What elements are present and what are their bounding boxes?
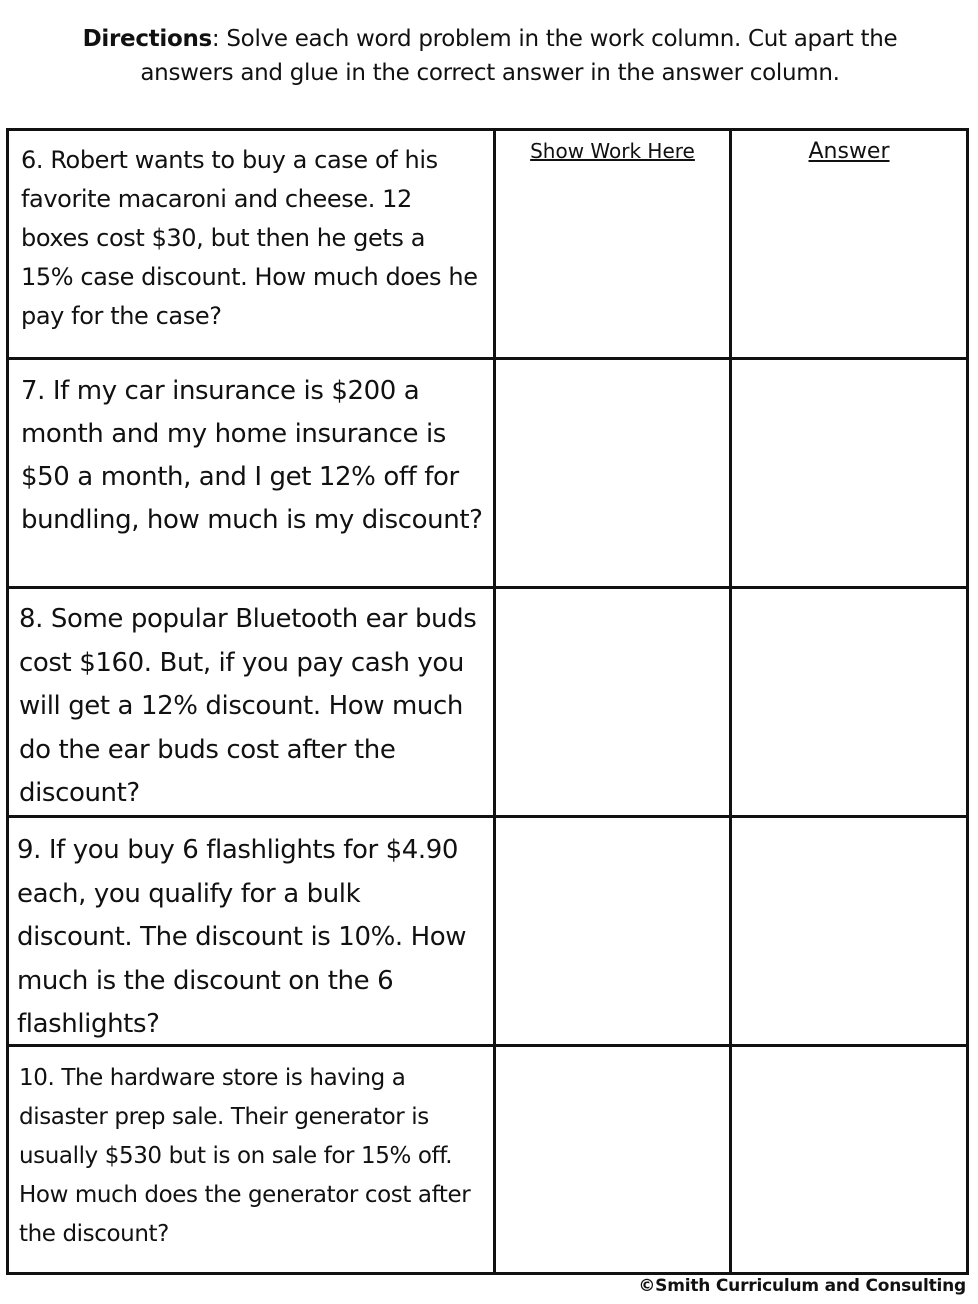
row-divider bbox=[9, 357, 966, 360]
problem-text: Robert wants to buy a case of his favorite macaroni and cheese. 12 boxes cost $30, but then he gets a 15% case discount. How much does he pay for the case? bbox=[21, 146, 478, 330]
worksheet-table bbox=[6, 128, 969, 1275]
problem-text: If you buy 6 flashlights for $4.90 each, you qualify for a bulk discount. The discount is 10%. How much is the discount on the 6 flashlights? bbox=[17, 835, 467, 1039]
problem-9 bbox=[17, 829, 477, 1047]
answer-header: Answer bbox=[808, 139, 890, 164]
problem-7 bbox=[21, 370, 491, 542]
column-divider-answer bbox=[729, 131, 732, 1272]
problem-number: 9. bbox=[17, 835, 42, 865]
problem-number: 8. bbox=[19, 604, 44, 634]
problem-text: The hardware store is having a disaster prep sale. Their generator is usually $530 but is on sale for 15% off. How much does the generator cost after the discount? bbox=[19, 1065, 471, 1247]
copyright-footer: ©Smith Curriculum and Consulting bbox=[638, 1276, 966, 1296]
directions bbox=[40, 22, 940, 90]
problem-number: 6. bbox=[21, 146, 44, 174]
row-divider bbox=[9, 586, 966, 589]
directions-label: Directions bbox=[82, 26, 212, 52]
problem-number: 10. bbox=[19, 1065, 55, 1091]
show-work-header: Show Work Here bbox=[530, 139, 695, 163]
problem-8 bbox=[19, 598, 489, 816]
problem-text: Some popular Bluetooth ear buds cost $160. But, if you pay cash you will get a 12% discount. How much do the ear buds cost after the discount? bbox=[19, 604, 477, 808]
problem-number: 7. bbox=[21, 376, 46, 406]
problem-10 bbox=[19, 1059, 491, 1254]
directions-text: : Solve each word problem in the work column. Cut apart the answers and glue in the correct answer in the answer column. bbox=[140, 26, 898, 86]
problem-6 bbox=[21, 141, 483, 336]
problem-text: If my car insurance is $200 a month and my home insurance is $50 a month, and I get 12% off for bundling, how much is my discount? bbox=[21, 376, 483, 535]
column-divider-work bbox=[493, 131, 496, 1272]
